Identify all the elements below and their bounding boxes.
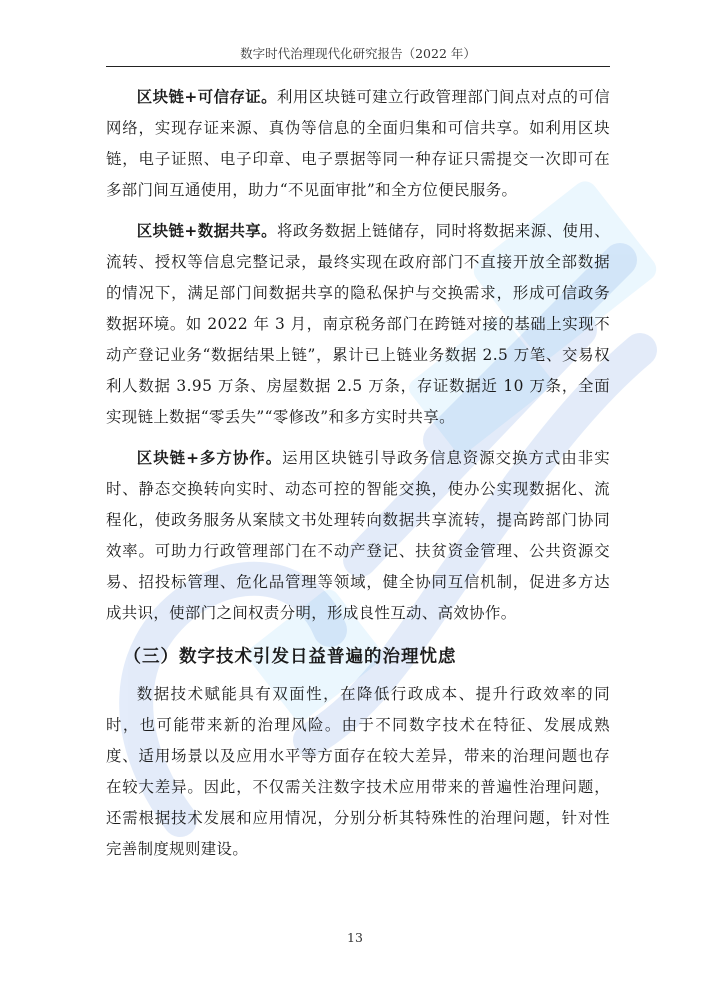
paragraph-lead: 区块链+可信存证。: [136, 88, 278, 106]
section-heading: （三）数字技术引发日益普遍的治理忧虑: [123, 647, 457, 667]
paragraph-blockchain-trusted-evidence: [106, 82, 610, 206]
page-header: 数字时代治理现代化研究报告（2022 年）: [240, 46, 476, 61]
paragraph-text: 将政务数据上链储存，同时将数据来源、使用、流转、授权等信息完整记录，最终实现在政府部门不直接开放全部数据的情况下，满足部门间数据共享的隐私保护与交换需求，形成可信政务数据环境。如 2022 年 3 月，南京税务部门在跨链对接的基础上实现不动产登记业务“数据结果上链”，累计已上链业务数据 2.5 万笔、交易权利人数据 3.95 万条、房屋数据 2.5 万条，存证数据近 10 万条，全面实现链上数据“零丢失”“零修改”和多方实时共享。: [106, 222, 610, 426]
paragraph-lead: 区块链+数据共享。: [136, 222, 278, 240]
section-body-paragraph: 数据技术赋能具有双面性，在降低行政成本、提升行政效率的同时，也可能带来新的治理风险。由于不同数字技术在特征、发展成熟度、适用场景以及应用水平等方面存在较大差异，带来的治理问题也存在较大差异。因此，不仅需关注数字技术应用带来的普遍性治理问题，还需根据技术发展和应用情况，分别分析其特殊性的治理问题，针对性完善制度规则建设。: [106, 685, 610, 858]
paragraph-blockchain-data-sharing: [106, 216, 610, 433]
header-divider: [106, 66, 610, 67]
paragraph-lead: 区块链+多方协作。: [136, 449, 283, 467]
page-number: 13: [347, 930, 363, 945]
paragraph-text: 利用区块链可建立行政管理部门间点对点的可信网络，实现存证来源、真伪等信息的全面归集和可信共享。如利用区块链，电子证照、电子印章、电子票据等同一种存证只需提交一次即可在多部门间互通使用，助力“不见面审批”和全方位便民服务。: [106, 88, 610, 199]
page-body: [106, 82, 610, 865]
paragraph-blockchain-collaboration: [106, 443, 610, 629]
paragraph-text: 运用区块链引导政务信息资源交换方式由非实时、静态交换转向实时、动态可控的智能交换，使办公实现数据化、流程化，使政务服务从案牍文书处理转向数据共享流转，提高跨部门协同效率。可助力行政管理部门在不动产登记、扶贫资金管理、公共资源交易、招投标管理、危化品管理等领域，健全协同互信机制，促进多方达成共识，使部门之间权责分明，形成良性互动、高效协作。: [106, 449, 610, 622]
